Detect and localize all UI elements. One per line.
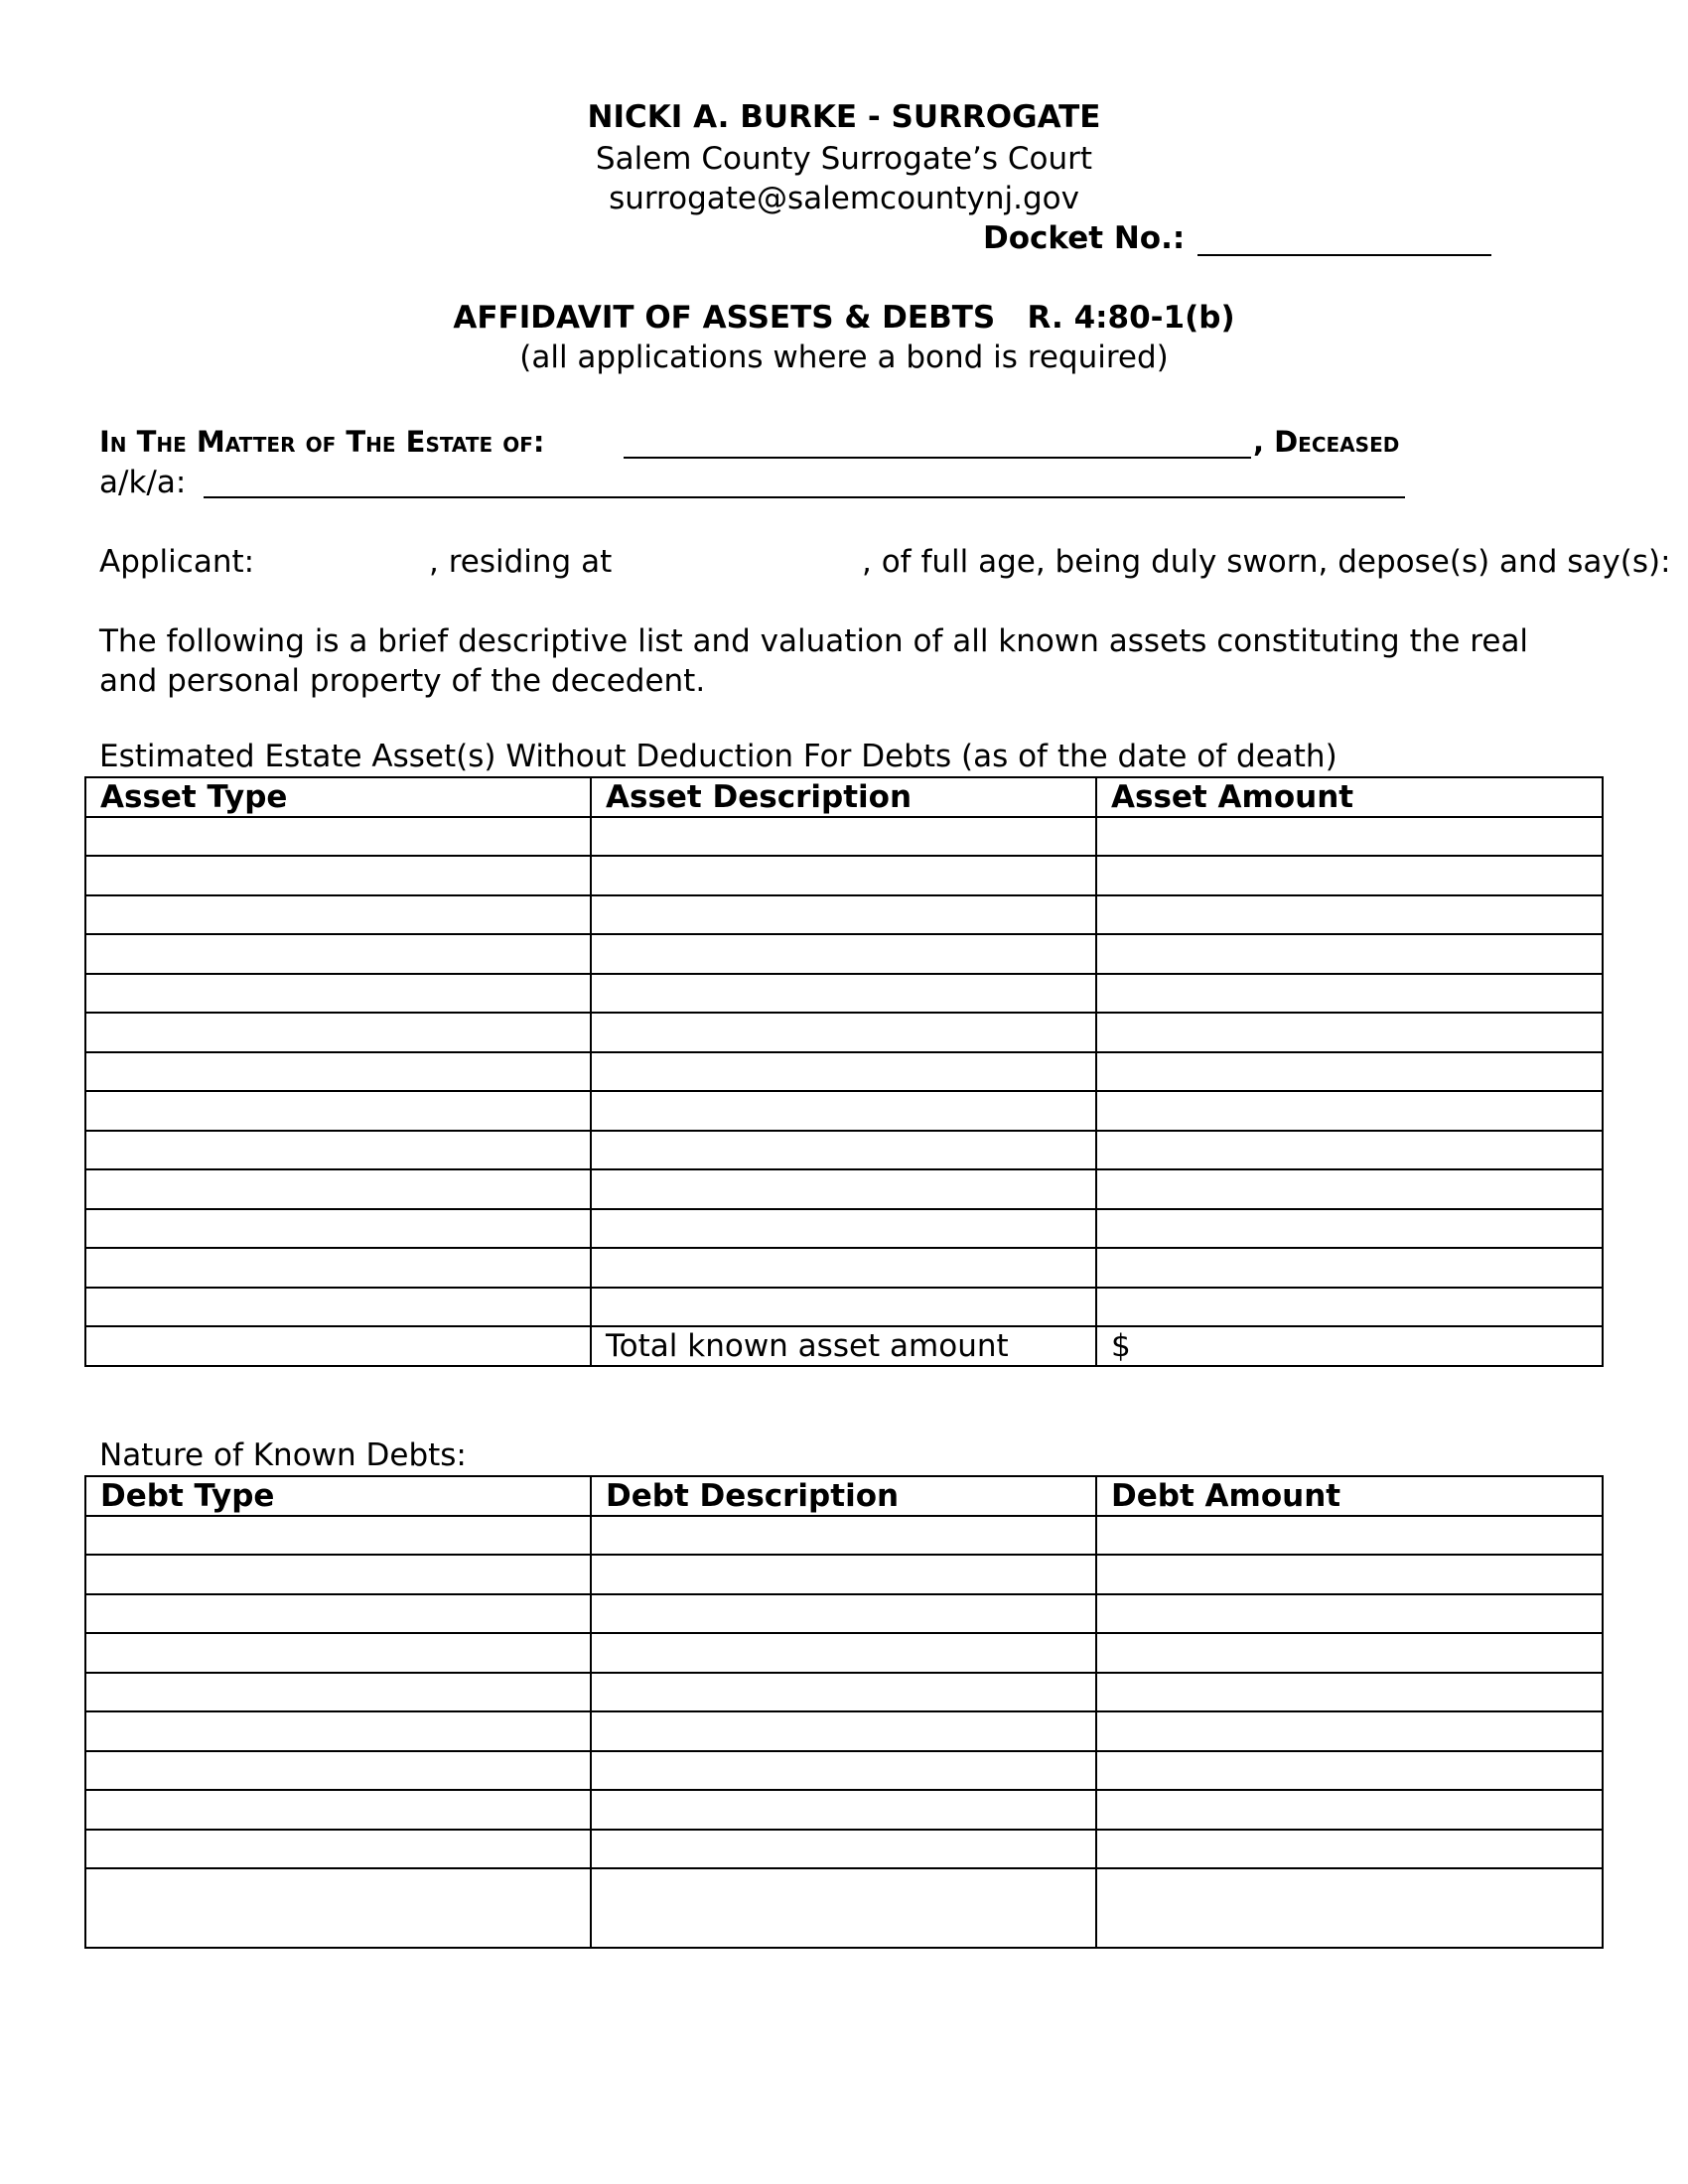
debt-description-cell[interactable] <box>591 1594 1096 1634</box>
table-row <box>85 1169 1603 1209</box>
asset-description-cell[interactable] <box>591 1169 1096 1209</box>
asset-description-header: Asset Description <box>591 777 1096 817</box>
table-row <box>85 1248 1603 1288</box>
residing-label: , residing at <box>429 544 613 580</box>
debt-description-cell[interactable] <box>591 1516 1096 1556</box>
debt-type-cell[interactable] <box>85 1830 591 1869</box>
table-row <box>85 1052 1603 1092</box>
debt-type-header: Debt Type <box>85 1476 591 1516</box>
debt-amount-cell[interactable] <box>1096 1830 1603 1869</box>
asset-description-cell[interactable] <box>591 1288 1096 1327</box>
assets-table <box>84 776 1604 1367</box>
debt-amount-cell[interactable] <box>1096 1633 1603 1673</box>
docket-number-field[interactable] <box>1197 254 1491 256</box>
deceased-label: , Deceased <box>1253 425 1400 459</box>
debt-description-cell[interactable] <box>591 1673 1096 1712</box>
debts-header-row <box>85 1476 1603 1516</box>
asset-amount-cell[interactable] <box>1096 895 1603 935</box>
table-row <box>85 1868 1603 1948</box>
total-asset-amount[interactable]: $ <box>1096 1326 1603 1366</box>
debt-amount-cell[interactable] <box>1096 1594 1603 1634</box>
table-row <box>85 817 1603 857</box>
debt-type-cell[interactable] <box>85 1790 591 1830</box>
debt-type-cell[interactable] <box>85 1516 591 1556</box>
asset-type-header: Asset Type <box>85 777 591 817</box>
asset-type-cell[interactable] <box>85 1013 591 1052</box>
assets-total-row <box>85 1326 1603 1366</box>
intro-paragraph: The following is a brief descriptive list and valuation of all known assets constituting the real and personal property of the decedent. <box>99 623 1529 699</box>
asset-type-cell[interactable] <box>85 856 591 895</box>
asset-description-cell[interactable] <box>591 934 1096 974</box>
table-row <box>85 1790 1603 1830</box>
debt-type-cell[interactable] <box>85 1555 591 1594</box>
debt-amount-cell[interactable] <box>1096 1673 1603 1712</box>
debt-amount-cell[interactable] <box>1096 1790 1603 1830</box>
table-row <box>85 856 1603 895</box>
debt-description-cell[interactable] <box>591 1790 1096 1830</box>
asset-amount-cell[interactable] <box>1096 1131 1603 1170</box>
asset-type-cell[interactable] <box>85 1326 591 1366</box>
table-row <box>85 1594 1603 1634</box>
debts-table <box>84 1475 1604 1949</box>
asset-description-cell[interactable] <box>591 1013 1096 1052</box>
debt-amount-cell[interactable] <box>1096 1751 1603 1791</box>
debt-description-cell[interactable] <box>591 1711 1096 1751</box>
debt-amount-cell[interactable] <box>1096 1516 1603 1556</box>
debt-amount-cell[interactable] <box>1096 1555 1603 1594</box>
asset-type-cell[interactable] <box>85 974 591 1014</box>
surrogate-name: NICKI A. BURKE - SURROGATE <box>587 99 1101 135</box>
applicant-name-field[interactable] <box>248 544 427 580</box>
debt-description-header: Debt Description <box>591 1476 1096 1516</box>
table-row <box>85 1673 1603 1712</box>
total-asset-label: Total known asset amount <box>591 1326 1096 1366</box>
asset-type-cell[interactable] <box>85 934 591 974</box>
asset-amount-cell[interactable] <box>1096 1288 1603 1327</box>
debt-type-cell[interactable] <box>85 1751 591 1791</box>
table-row <box>85 1288 1603 1327</box>
asset-description-cell[interactable] <box>591 856 1096 895</box>
court-email: surrogate@salemcountynj.gov <box>609 181 1079 216</box>
form-title: AFFIDAVIT OF ASSETS & DEBTS R. 4:80-1(b) <box>453 300 1235 336</box>
table-row <box>85 1131 1603 1170</box>
table-row <box>85 1209 1603 1249</box>
asset-type-cell[interactable] <box>85 1209 591 1249</box>
table-row <box>85 974 1603 1014</box>
asset-description-cell[interactable] <box>591 974 1096 1014</box>
debt-type-cell[interactable] <box>85 1633 591 1673</box>
assets-header-row <box>85 777 1603 817</box>
asset-type-cell[interactable] <box>85 1052 591 1092</box>
asset-type-cell[interactable] <box>85 1248 591 1288</box>
asset-type-cell[interactable] <box>85 1169 591 1209</box>
table-row <box>85 1091 1603 1131</box>
estate-name-field[interactable] <box>624 457 1251 459</box>
assets-caption: Estimated Estate Asset(s) Without Deduction For Debts (as of the date of death) <box>99 739 1337 774</box>
debt-description-cell[interactable] <box>591 1830 1096 1869</box>
asset-type-cell[interactable] <box>85 1091 591 1131</box>
asset-description-cell[interactable] <box>591 895 1096 935</box>
form-subtitle: (all applications where a bond is required) <box>519 340 1169 375</box>
asset-amount-cell[interactable] <box>1096 1209 1603 1249</box>
applicant-label: Applicant: <box>99 544 255 580</box>
asset-type-cell[interactable] <box>85 1288 591 1327</box>
court-name: Salem County Surrogate’s Court <box>595 141 1093 177</box>
table-row <box>85 1013 1603 1052</box>
debts-caption: Nature of Known Debts: <box>99 1437 467 1473</box>
table-row <box>85 1555 1603 1594</box>
table-row <box>85 1830 1603 1869</box>
asset-amount-cell[interactable] <box>1096 934 1603 974</box>
asset-amount-cell[interactable] <box>1096 1169 1603 1209</box>
aka-field[interactable] <box>204 496 1405 498</box>
table-row <box>85 1751 1603 1791</box>
table-row <box>85 1516 1603 1556</box>
asset-type-cell[interactable] <box>85 1131 591 1170</box>
table-row <box>85 1633 1603 1673</box>
debt-amount-cell[interactable] <box>1096 1711 1603 1751</box>
asset-amount-cell[interactable] <box>1096 1248 1603 1288</box>
asset-amount-cell[interactable] <box>1096 817 1603 857</box>
aka-label: a/k/a: <box>99 465 187 500</box>
table-row <box>85 934 1603 974</box>
debt-amount-cell[interactable] <box>1096 1868 1603 1948</box>
debt-description-cell[interactable] <box>591 1555 1096 1594</box>
asset-amount-header: Asset Amount <box>1096 777 1603 817</box>
asset-type-cell[interactable] <box>85 817 591 857</box>
table-row <box>85 1711 1603 1751</box>
debt-description-cell[interactable] <box>591 1868 1096 1948</box>
asset-type-cell[interactable] <box>85 895 591 935</box>
asset-amount-cell[interactable] <box>1096 1013 1603 1052</box>
debt-type-cell[interactable] <box>85 1868 591 1948</box>
debt-type-cell[interactable] <box>85 1594 591 1634</box>
asset-description-cell[interactable] <box>591 1209 1096 1249</box>
estate-label: In The Matter of The Estate of: <box>99 425 545 459</box>
asset-amount-cell[interactable] <box>1096 1052 1603 1092</box>
asset-amount-cell[interactable] <box>1096 1091 1603 1131</box>
asset-description-cell[interactable] <box>591 817 1096 857</box>
applicant-address-field[interactable] <box>606 544 854 580</box>
asset-description-cell[interactable] <box>591 1248 1096 1288</box>
asset-amount-cell[interactable] <box>1096 856 1603 895</box>
asset-description-cell[interactable] <box>591 1052 1096 1092</box>
debt-description-cell[interactable] <box>591 1751 1096 1791</box>
table-row <box>85 895 1603 935</box>
debt-type-cell[interactable] <box>85 1673 591 1712</box>
asset-amount-cell[interactable] <box>1096 974 1603 1014</box>
asset-description-cell[interactable] <box>591 1091 1096 1131</box>
docket-label: Docket No.: <box>983 220 1186 256</box>
asset-description-cell[interactable] <box>591 1131 1096 1170</box>
debt-amount-header: Debt Amount <box>1096 1476 1603 1516</box>
debt-type-cell[interactable] <box>85 1711 591 1751</box>
debt-description-cell[interactable] <box>591 1633 1096 1673</box>
sworn-statement: , of full age, being duly sworn, depose(s) and say(s): <box>862 544 1671 580</box>
